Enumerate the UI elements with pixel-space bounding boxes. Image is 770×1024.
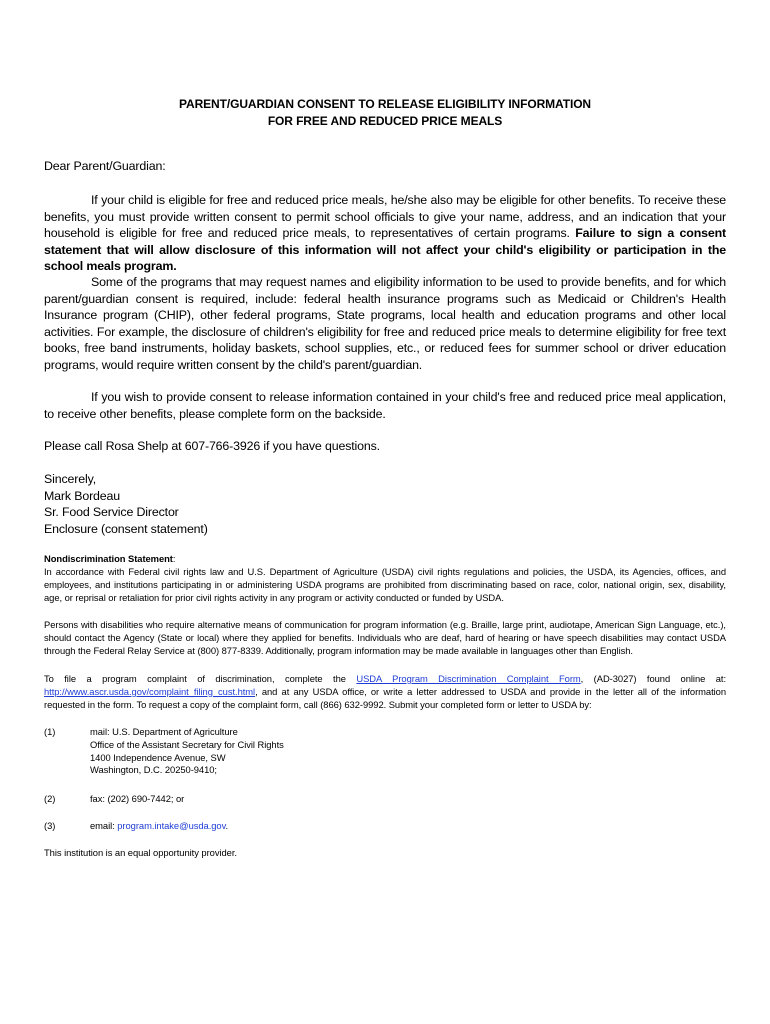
heading-colon: :	[172, 553, 176, 564]
letter-paragraph-2: Some of the programs that may request names and eligibility information to be used to provide benefits, and for which parent/guardian consent is required, include: federal health insurance programs such as Medicaid or Children's Health Insurance program (CHIP), other federal programs, State programs, local health and education programs and other local activities. For example, the disclosure of children's eligibility for free and reduced price meals to determine eligibility for free text books, free band instruments, holiday baskets, school supplies, etc., or reduced fees for summer school or driver education programs, would require written consent by the child's parent/guardian.	[44, 275, 726, 372]
item-1-address	[90, 726, 284, 777]
paragraph-1-text: If your child is eligible for free and reduced price meals, he/she also may be eligible for other benefits. To receive these benefits, you must provide written consent to permit school officials to give your name, address, and an indication that your household is eligible for free and reduced price meals, to representatives of certain programs.	[44, 193, 726, 241]
submission-item-1	[44, 726, 726, 780]
email-period: .	[225, 820, 229, 831]
item-2-number: (2)	[44, 793, 56, 804]
salutation: Dear Parent/Guardian:	[44, 159, 166, 173]
complaint-url-link[interactable]: http://www.ascr.usda.gov/complaint_filing_cust.html	[44, 685, 256, 697]
complaint-form-link[interactable]: USDA Program Discrimination Complaint Form	[356, 673, 581, 684]
document-title-line-2: FOR FREE AND REDUCED PRICE MEALS	[267, 114, 503, 128]
enclosure-note: Enclosure (consent statement)	[44, 521, 208, 536]
item-2-fax: fax: (202) 690-7442; or	[90, 793, 185, 804]
complaint-text-b: , (AD-3027) found online at:	[580, 673, 726, 684]
closing: Sincerely,	[44, 472, 96, 486]
nondiscrimination-paragraph-2: Persons with disabilities who require alternative means of communication for program information (e.g. Braille, large print, audiotape, American Sign Language, etc.), should contact the Agency (State or local) where they applied for benefits. Individuals who are deaf, hard of hearing or have speech disabilities may contact USDA through the Federal Relay Service at (800) 877-8339. Additionally, program information may be made available in languages other than English.	[44, 619, 726, 656]
signature-block	[44, 471, 726, 537]
submission-item-3	[44, 820, 726, 834]
consent-notice-bold: Failure to sign a consent statement that will allow disclosure of this information will not affect your child's eligibility or participation in the school meals program.	[44, 226, 726, 274]
nondiscrimination-heading	[44, 553, 726, 566]
submission-item-2	[44, 793, 726, 807]
complaint-text-a: To file a program complaint of discrimination, complete the	[44, 673, 357, 684]
item-3-number: (3)	[44, 820, 56, 831]
nondiscrimination-paragraph-1: In accordance with Federal civil rights law and U.S. Department of Agriculture (USDA) civil rights regulations and policies, the USDA, its Agencies, offices, and employees, and institutions participating in or administering USDA programs are prohibited from discriminating based on race, color, national origin, sex, disability, age, or reprisal or retaliation for prior civil rights activity in any program or activity conducted or funded by USDA.	[44, 566, 726, 603]
email-link[interactable]: program.intake@usda.gov	[117, 820, 226, 831]
address-line-1: mail: U.S. Department of Agriculture	[90, 726, 238, 737]
signer-name: Mark Bordeau	[44, 488, 121, 503]
equal-opportunity-statement: This institution is an equal opportunity provider.	[44, 847, 237, 858]
letter-paragraph-3: If you wish to provide consent to release information contained in your child's free and reduced price meal application, to receive other benefits, please complete form on the backside.	[44, 390, 726, 421]
email-label: email:	[90, 820, 118, 831]
signer-title: Sr. Food Service Director	[44, 505, 179, 520]
document-title-line-1: PARENT/GUARDIAN CONSENT TO RELEASE ELIGIBILITY INFORMATION	[179, 97, 591, 111]
nondiscrimination-heading-text: Nondiscrimination Statement	[44, 553, 173, 564]
letter-paragraph-1	[44, 192, 726, 275]
nondiscrimination-paragraph-3	[44, 673, 726, 711]
address-line-3: 1400 Independence Avenue, SW	[90, 751, 226, 763]
item-3-email	[90, 820, 228, 833]
address-line-2: Office of the Assistant Secretary for Civil Rights	[90, 738, 284, 750]
item-1-number: (1)	[44, 726, 56, 737]
complaint-text-c: , and at any USDA office, or write a letter addressed to USDA and provide in the letter all of the information requested in the form. To request a copy of the complaint form, call (866) 632-9992. Submit your completed form or letter to USDA by:	[44, 685, 726, 710]
address-line-4: Washington, D.C. 20250-9410;	[90, 764, 217, 776]
contact-line: Please call Rosa Shelp at 607-766-3926 if you have questions.	[44, 439, 380, 453]
